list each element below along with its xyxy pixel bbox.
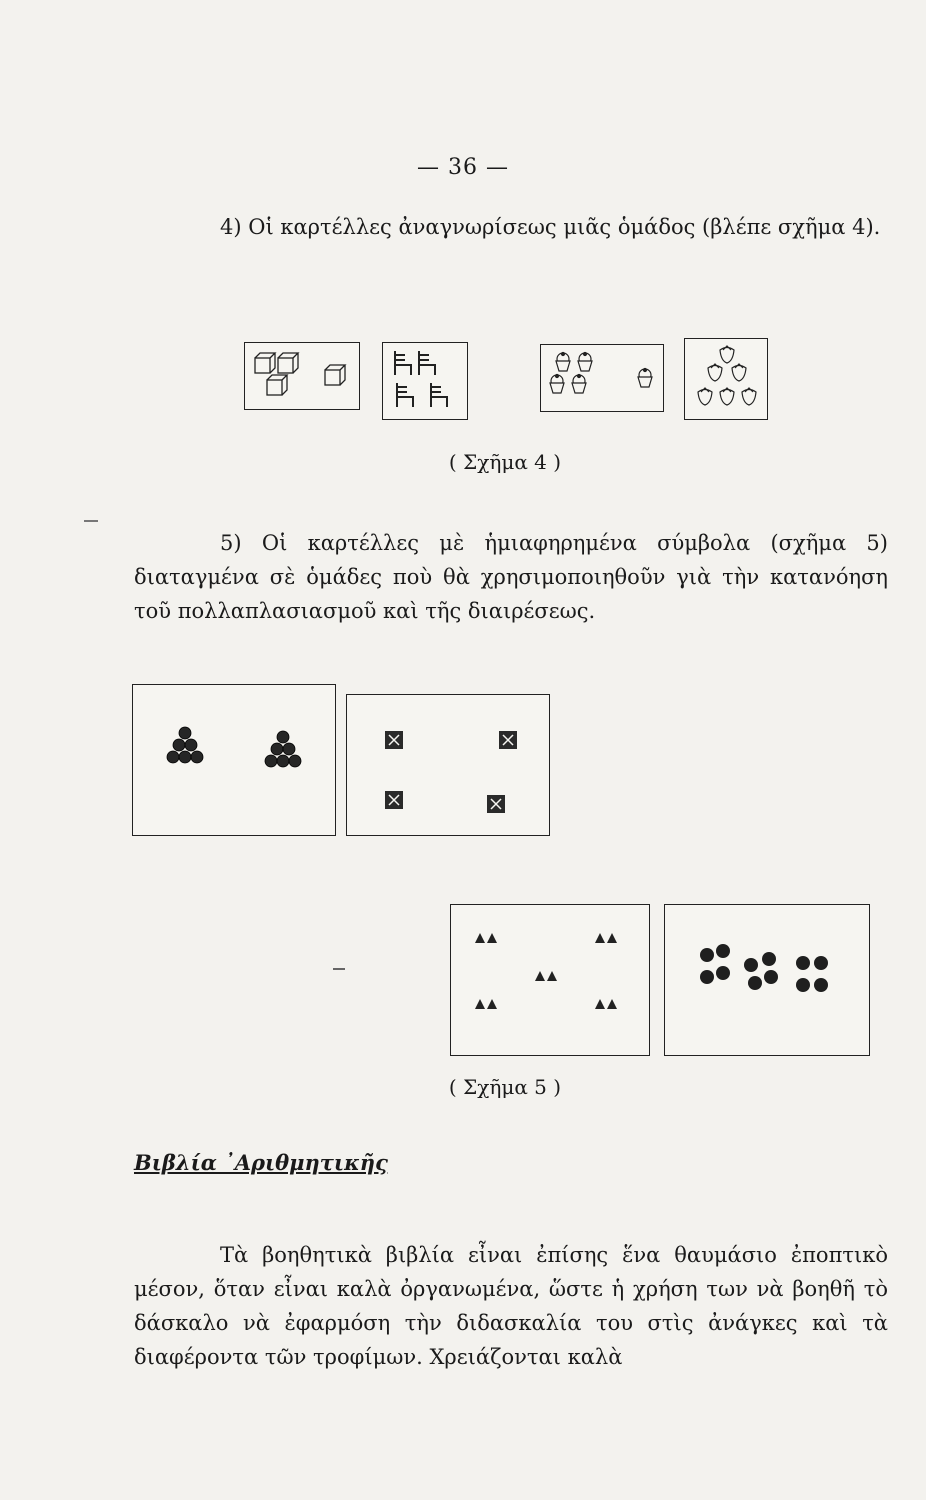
section-heading: Βιβλία ᾿Αριθμητικῆς bbox=[134, 1150, 388, 1175]
strawberry-icon bbox=[685, 339, 767, 419]
cupcake-icon bbox=[541, 345, 663, 411]
square-symbol-icon bbox=[347, 695, 549, 835]
margin-dash bbox=[333, 968, 345, 970]
item-5-paragraph: 5) Οἱ καρτέλλες μὲ ἡμιαφηρημένα σύμβολα (σχῆμα 5) διαταγμένα σὲ ὁμάδες ποὺ θὰ χρησιμοποιηθοῦν γιὰ τὴν κατανόηση τοῦ πολλαπλασιασμοῦ καὶ τῆς διαιρέσεως. bbox=[134, 531, 888, 623]
figure5-caption: ( Σχῆμα 5 ) bbox=[448, 1075, 562, 1099]
figure5-card-squares bbox=[346, 694, 550, 836]
dot-icon bbox=[665, 905, 869, 1055]
margin-mark bbox=[84, 520, 98, 522]
figure5-card-dots bbox=[664, 904, 870, 1056]
item-4-paragraph: 4) Οἱ καρτέλλες ἀναγνωρίσεως μιᾶς ὁμάδος (βλέπε σχῆμα 4). bbox=[220, 215, 881, 239]
ball-icon bbox=[133, 685, 335, 835]
cube-icon bbox=[245, 343, 359, 409]
page-number: — 36 — bbox=[417, 155, 509, 180]
figure5-card-triangles bbox=[450, 904, 650, 1056]
figure5-card-balls bbox=[132, 684, 336, 836]
triangle-icon bbox=[451, 905, 649, 1055]
figure4-card-strawberries bbox=[684, 338, 768, 420]
section-paragraph: Τὰ βοηθητικὰ βιβλία εἶναι ἐπίσης ἕνα θαυμάσιο ἐποπτικὸ μέσον, ὅταν εἶναι καλὰ ὀργανωμένα, ὥστε ἡ χρήση των νὰ βοηθῆ τὸ δάσκαλο νὰ ἐφαρμόση τὴν διδασκαλία του στὶς ἀνάγκες καὶ τὰ διαφέροντα τῶν τροφίμων. Χρειάζονται καλὰ bbox=[134, 1243, 888, 1369]
figure4-card-chairs bbox=[382, 342, 468, 420]
figure4-card-cupcakes bbox=[540, 344, 664, 412]
chair-icon bbox=[383, 343, 467, 419]
figure4-caption: ( Σχῆμα 4 ) bbox=[448, 450, 562, 474]
figure4-card-cubes bbox=[244, 342, 360, 410]
